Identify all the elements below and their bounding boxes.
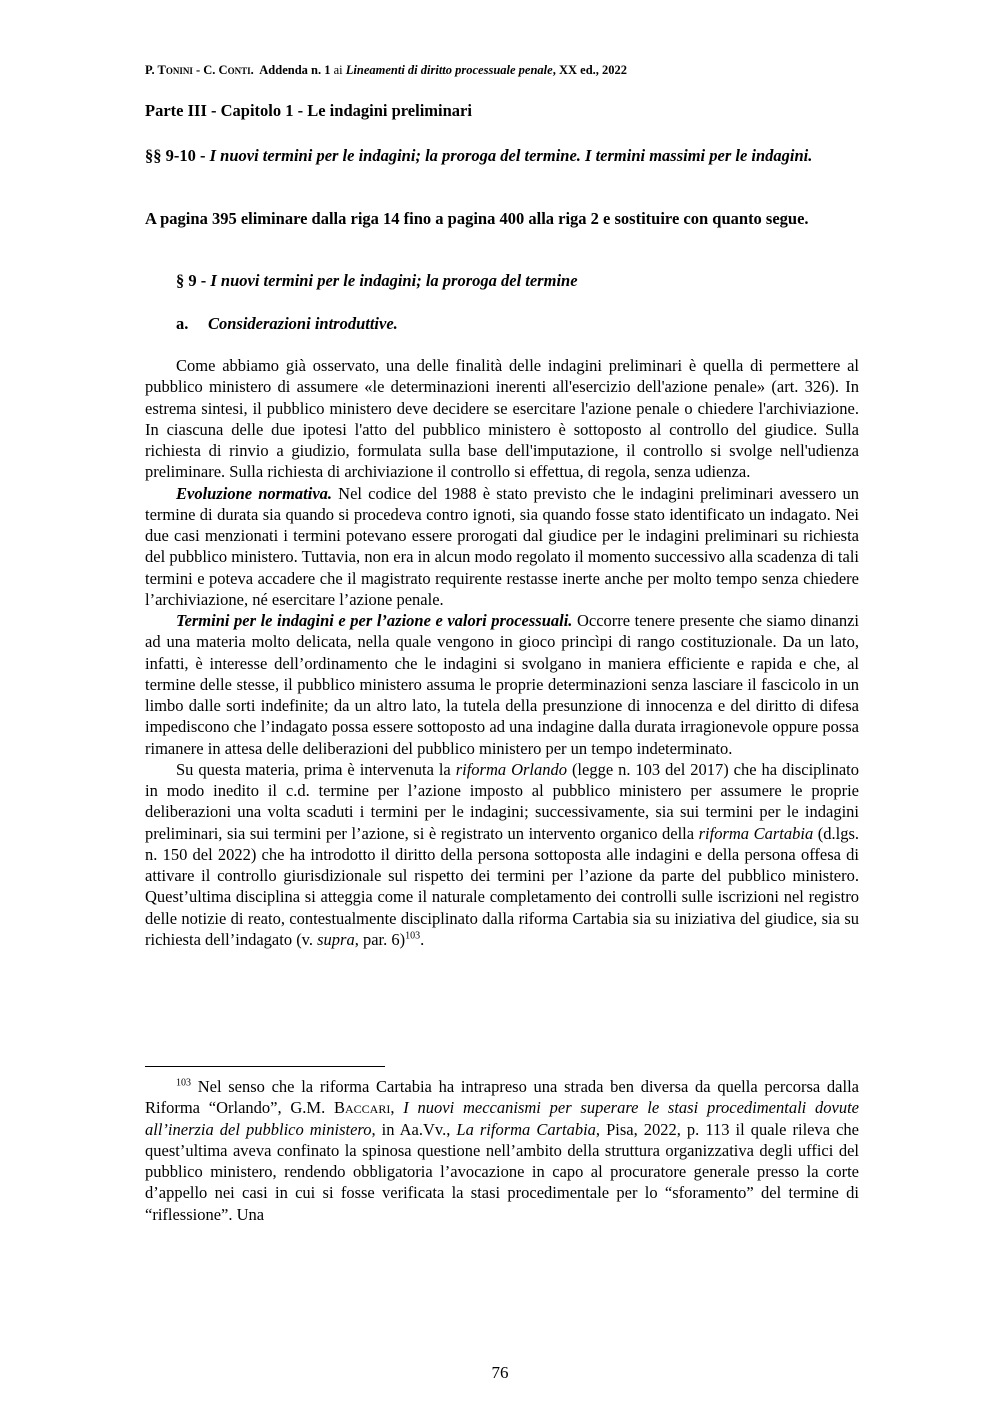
edit-instruction: A pagina 395 eliminare dalla riga 14 fino a pagina 400 alla riga 2 e sostituire con quanto segue. [145,209,809,228]
footnote-cited-book: La riforma Cartabia [456,1119,596,1139]
header-edition: , XX ed., 2022 [552,63,628,77]
item-title: Considerazioni introduttive. [208,314,398,333]
paragraph-4-riforma-cartabia: riforma Cartabia [698,823,814,843]
footnote [145,1076,859,1225]
header-authors: P. Tonini - C. Conti. [145,63,254,77]
header-addenda: Addenda n. 1 [259,63,331,77]
header-book-title: Lineamenti di diritto processuale penale [345,63,553,77]
footnote-part-b: , [390,1098,404,1118]
header-ai: ai [333,63,343,77]
running-header [145,62,859,78]
body-text [145,355,859,950]
item-heading [176,314,859,334]
subsection-title: I nuovi termini per le indagini; la proroga del termine [210,271,578,290]
paragraph-3-lead: Termini per le indagini e per l’azione e valori processuali. [176,611,573,630]
footnote-part-c: , in Aa.Vv., [371,1119,457,1139]
paragraph-4-part-a: Su questa materia, prima è intervenuta la [176,759,456,779]
item-letter: a. [176,314,189,333]
paragraph-4-supra: supra [317,929,355,949]
section-title [145,145,859,166]
paragraph-3 [145,610,859,759]
paragraph-2 [145,483,859,611]
footnote-part-a: Nel senso che la riforma Cartabia ha intrapreso una strada ben diversa da quella percorsa dalla Riforma “Orlando”, G.M. [145,1077,859,1118]
subsection-heading [176,271,859,291]
footnote-cited-title: I nuovi meccanismi per superare le stasi procedimentali dovute all’inerzia del pubblico ministero [145,1098,859,1139]
part-title: Parte III - Capitolo 1 - Le indagini preliminari [145,101,472,120]
paragraph-4-part-g: , par. 6) [354,929,406,949]
paragraph-4-part-e: (d.lgs. n. 150 del 2022) che ha introdotto il diritto della persona sottoposta alle indagini e della persona offesa di attivare il controllo giurisdizionale sul rispetto dei termini per l’azione da parte del pubblico ministero. Quest’ultima disciplina si atteggia come il naturale completamento dei controlli sulle iscrizioni nel registro delle notizie di reato, contestualmente disciplinato dalla riforma Cartabia sia su iniziativa del giudice, sia su richiesta dell’indagato (v. [145,823,859,949]
paragraph-4 [145,759,859,950]
paragraph-2-text: Nel codice del 1988 è stato previsto che le indagini preliminari avessero un termine di durata sia quando si procedeva contro ignoti, sia quando fosse stato identificato un indagato. Nei due casi menzionati i termini potevano essere prorogati dal giudice per le indagini preliminari su richiesta del pubblico ministero. Tuttavia, non era in alcun modo regolato il momento successivo alla scadenza di tali termini e poteva accadere che il magistrato requirente restasse inerte anche per molto tempo senza chiedere l’archiviazione, né esercitare l’azione penale. [145,483,859,609]
paragraph-4-riforma-orlando: riforma Orlando [455,759,567,779]
footnote-author: Baccari [334,1098,391,1118]
paragraph-2-lead: Evoluzione normativa. [176,483,333,503]
paragraph-4-end: . [420,929,425,949]
footnote-separator [145,1066,385,1067]
paragraph-1: Come abbiamo già osservato, una delle finalità delle indagini preliminari è quella di permettere al pubblico ministero di assumere «le determinazioni inerenti all'esercizio dell'azione penale» (art. 326). In estrema sintesi, il pubblico ministero deve decidere se esercitare l'azione penale o chiedere l'archiviazione. In ciascuna delle due ipotesi l'atto del pubblico ministero è sottoposto al controllo del giudice. Sulla richiesta di rinvio a giudizio, formulata sulla base dell'imputazione, il controllo si svolge nell'udienza preliminare. Sulla richiesta di archiviazione il controllo si effettua, di regola, senza udienza. [145,356,859,482]
section-title-text: I nuovi termini per le indagini; la proroga del termine. I termini massimi per le indagini. [209,146,813,165]
paragraph-4-part-c: (legge n. 103 del 2017) che ha disciplinato in modo inedito il c.d. termine per l’azione imposto al pubblico ministero per assumere le proprie deliberazioni una volta scaduti i termini per le indagini; successivamente, sia sui termini per le indagini preliminari, sia sui termini per l’azione, si è registrato un intervento organico della [145,759,859,843]
section-title-prefix: §§ 9-10 - [145,146,210,165]
footnote-number: 103 [176,1077,191,1089]
footnote-part-d: , Pisa, 2022, p. 113 il quale rileva che quest’ultima aveva confinato la spinosa questione nell’ambito della struttura organizzativa degli uffici del pubblico ministero, rendendo obbligatoria l’avocazione in capo al procuratore generale presso la corte d’appello nei casi in cui si fosse verificata la stasi procedimentale per lo “sforamento” del termine di “riflessione”. Una [145,1119,859,1224]
page-number: 76 [491,1363,509,1382]
subsection-prefix: § 9 - [176,271,211,290]
footnote-103 [145,1076,859,1225]
paragraph-3-text: Occorre tenere presente che siamo dinanzi ad una materia molto delicata, nella quale vengono in gioco princìpi di rango costituzionale. Da un lato, infatti, è interesse dell’ordinamento che le indagini si svolgano in maniera efficiente e rapida e che, al termine delle stesse, il pubblico ministero assuma le proprie determinazioni senza lasciare il fascicolo in un limbo dalle sorti indefinite; da un altro lato, la tutela della presunzione di innocenza e del diritto di difesa impediscono che l’indagato possa essere sottoposto ad una indagine dalla durata irragionevole oppure possa rimanere in attesa delle deliberazioni del pubblico ministero per un tempo indeterminato. [145,611,859,758]
footnote-reference[interactable]: 103 [405,930,421,942]
